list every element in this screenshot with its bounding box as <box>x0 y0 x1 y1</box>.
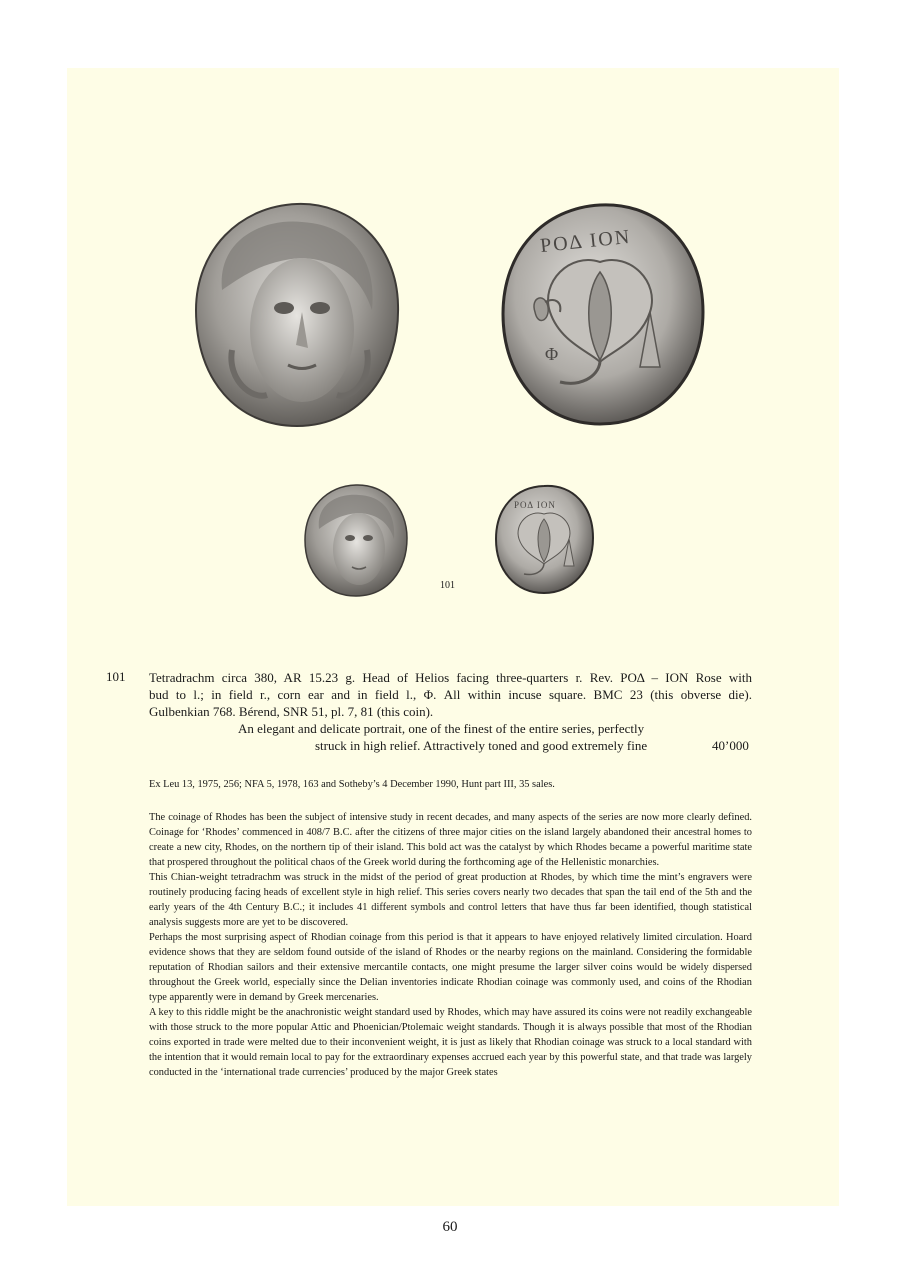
reverse-legend-small: ΡΟΔ ΙΟΝ <box>514 500 556 510</box>
coin-obverse-large <box>192 200 402 430</box>
lot-condition-comment-1: An elegant and delicate portrait, one of the finest of the entire series, perfectly <box>238 721 645 736</box>
coin-obverse-small <box>303 483 409 599</box>
lot-number: 101 <box>106 669 126 684</box>
plate-number: 101 <box>440 580 455 591</box>
commentary-paragraph-4: A key to this riddle might be the anachronistic weight standard used by Rhodes, which may have assured its coins were not readily exchangeable with those struck to the more popular Attic and Phoenician/Ptolemaic weight standards. Though it is always possible that most of the Rhodian coins exported in trade were melted due to their inconvenient weight, it is just as likely that Rhodian coinage was struck to a local standard with the intention that it would remain local to pay for the extraordinary expenses accrued each year by this powerful state, and that trade was largely conducted in the ‘international trade currencies’ produced by the major Greek states <box>149 1007 752 1078</box>
coin-reverse-small <box>494 484 595 596</box>
lot-estimate: 40’000 <box>712 738 749 753</box>
coin-reverse-large <box>500 202 706 428</box>
lot-condition-comment-2: struck in high relief. Attractively toned and good extremely fine <box>315 738 648 753</box>
commentary <box>149 810 752 1080</box>
provenance: Ex Leu 13, 1975, 256; NFA 5, 1978, 163 and Sotheby’s 4 December 1990, Hunt part III, 35 sales. <box>149 779 555 790</box>
reverse-legend: ΡΟΔ ΙΟΝ <box>539 225 633 258</box>
svg-text:Φ: Φ <box>545 344 559 364</box>
page-number: 60 <box>442 1219 458 1235</box>
commentary-paragraph-1: The coinage of Rhodes has been the subject of intensive study in recent decades, and many aspects of the series are now more clearly defined. Coinage for ‘Rhodes’ commenced in 408/7 B.C. after the citizens of three major cities on the island largely abandoned their ancestral homes to create a new city, Rhodes, on the northern tip of their island. This bold act was the catalyst by which Rhodes became a powerful maritime state that prospered throughout the political chaos of the Greek world during the forthcoming age of the Hellenistic monarchies. <box>149 812 752 868</box>
lot-description-line-1: Tetradrachm circa 380, AR 15.23 g. Head of Helios facing three-quarters r. Rev. ΡΟΔ – ΙΟΝ Rose with <box>149 670 752 685</box>
lot-description-line-3: Gulbenkian 768. Bérend, SNR 51, pl. 7, 81 (this coin). <box>149 704 434 719</box>
commentary-paragraph-3: Perhaps the most surprising aspect of Rhodian coinage from this period is that it appears to have enjoyed relatively limited circulation. Hoard evidence shows that they are seldom found outside of the island of Rhodes or the nearby regions on the mainland. Considering the formidable reputation of Rhodian sailors and their extensive mercantile contacts, one might presume the larger silver coins would be widely dispersed throughout the Greek world, especially since the Delian inventories indicate Rhodian coinage was commonly used, and coins of the Rhodian type apparently were in demand by Greek mercenaries. <box>149 932 752 1003</box>
lot-description-line-2: bud to l.; in field r., corn ear and in field l., Φ. All within incuse square. BMC 23 (this obverse die). <box>149 687 752 702</box>
commentary-paragraph-2: This Chian-weight tetradrachm was struck in the midst of the period of great production at Rhodes, by which time the mint’s engravers were routinely producing facing heads of excellent style in high relief. This series covers nearly two decades that span the tail end of the 5th and the early years of the 4th Century B.C.; it includes 41 different symbols and control letters that have thus far been identified, though statistical analysis suggests more are yet to be discovered. <box>149 872 752 928</box>
